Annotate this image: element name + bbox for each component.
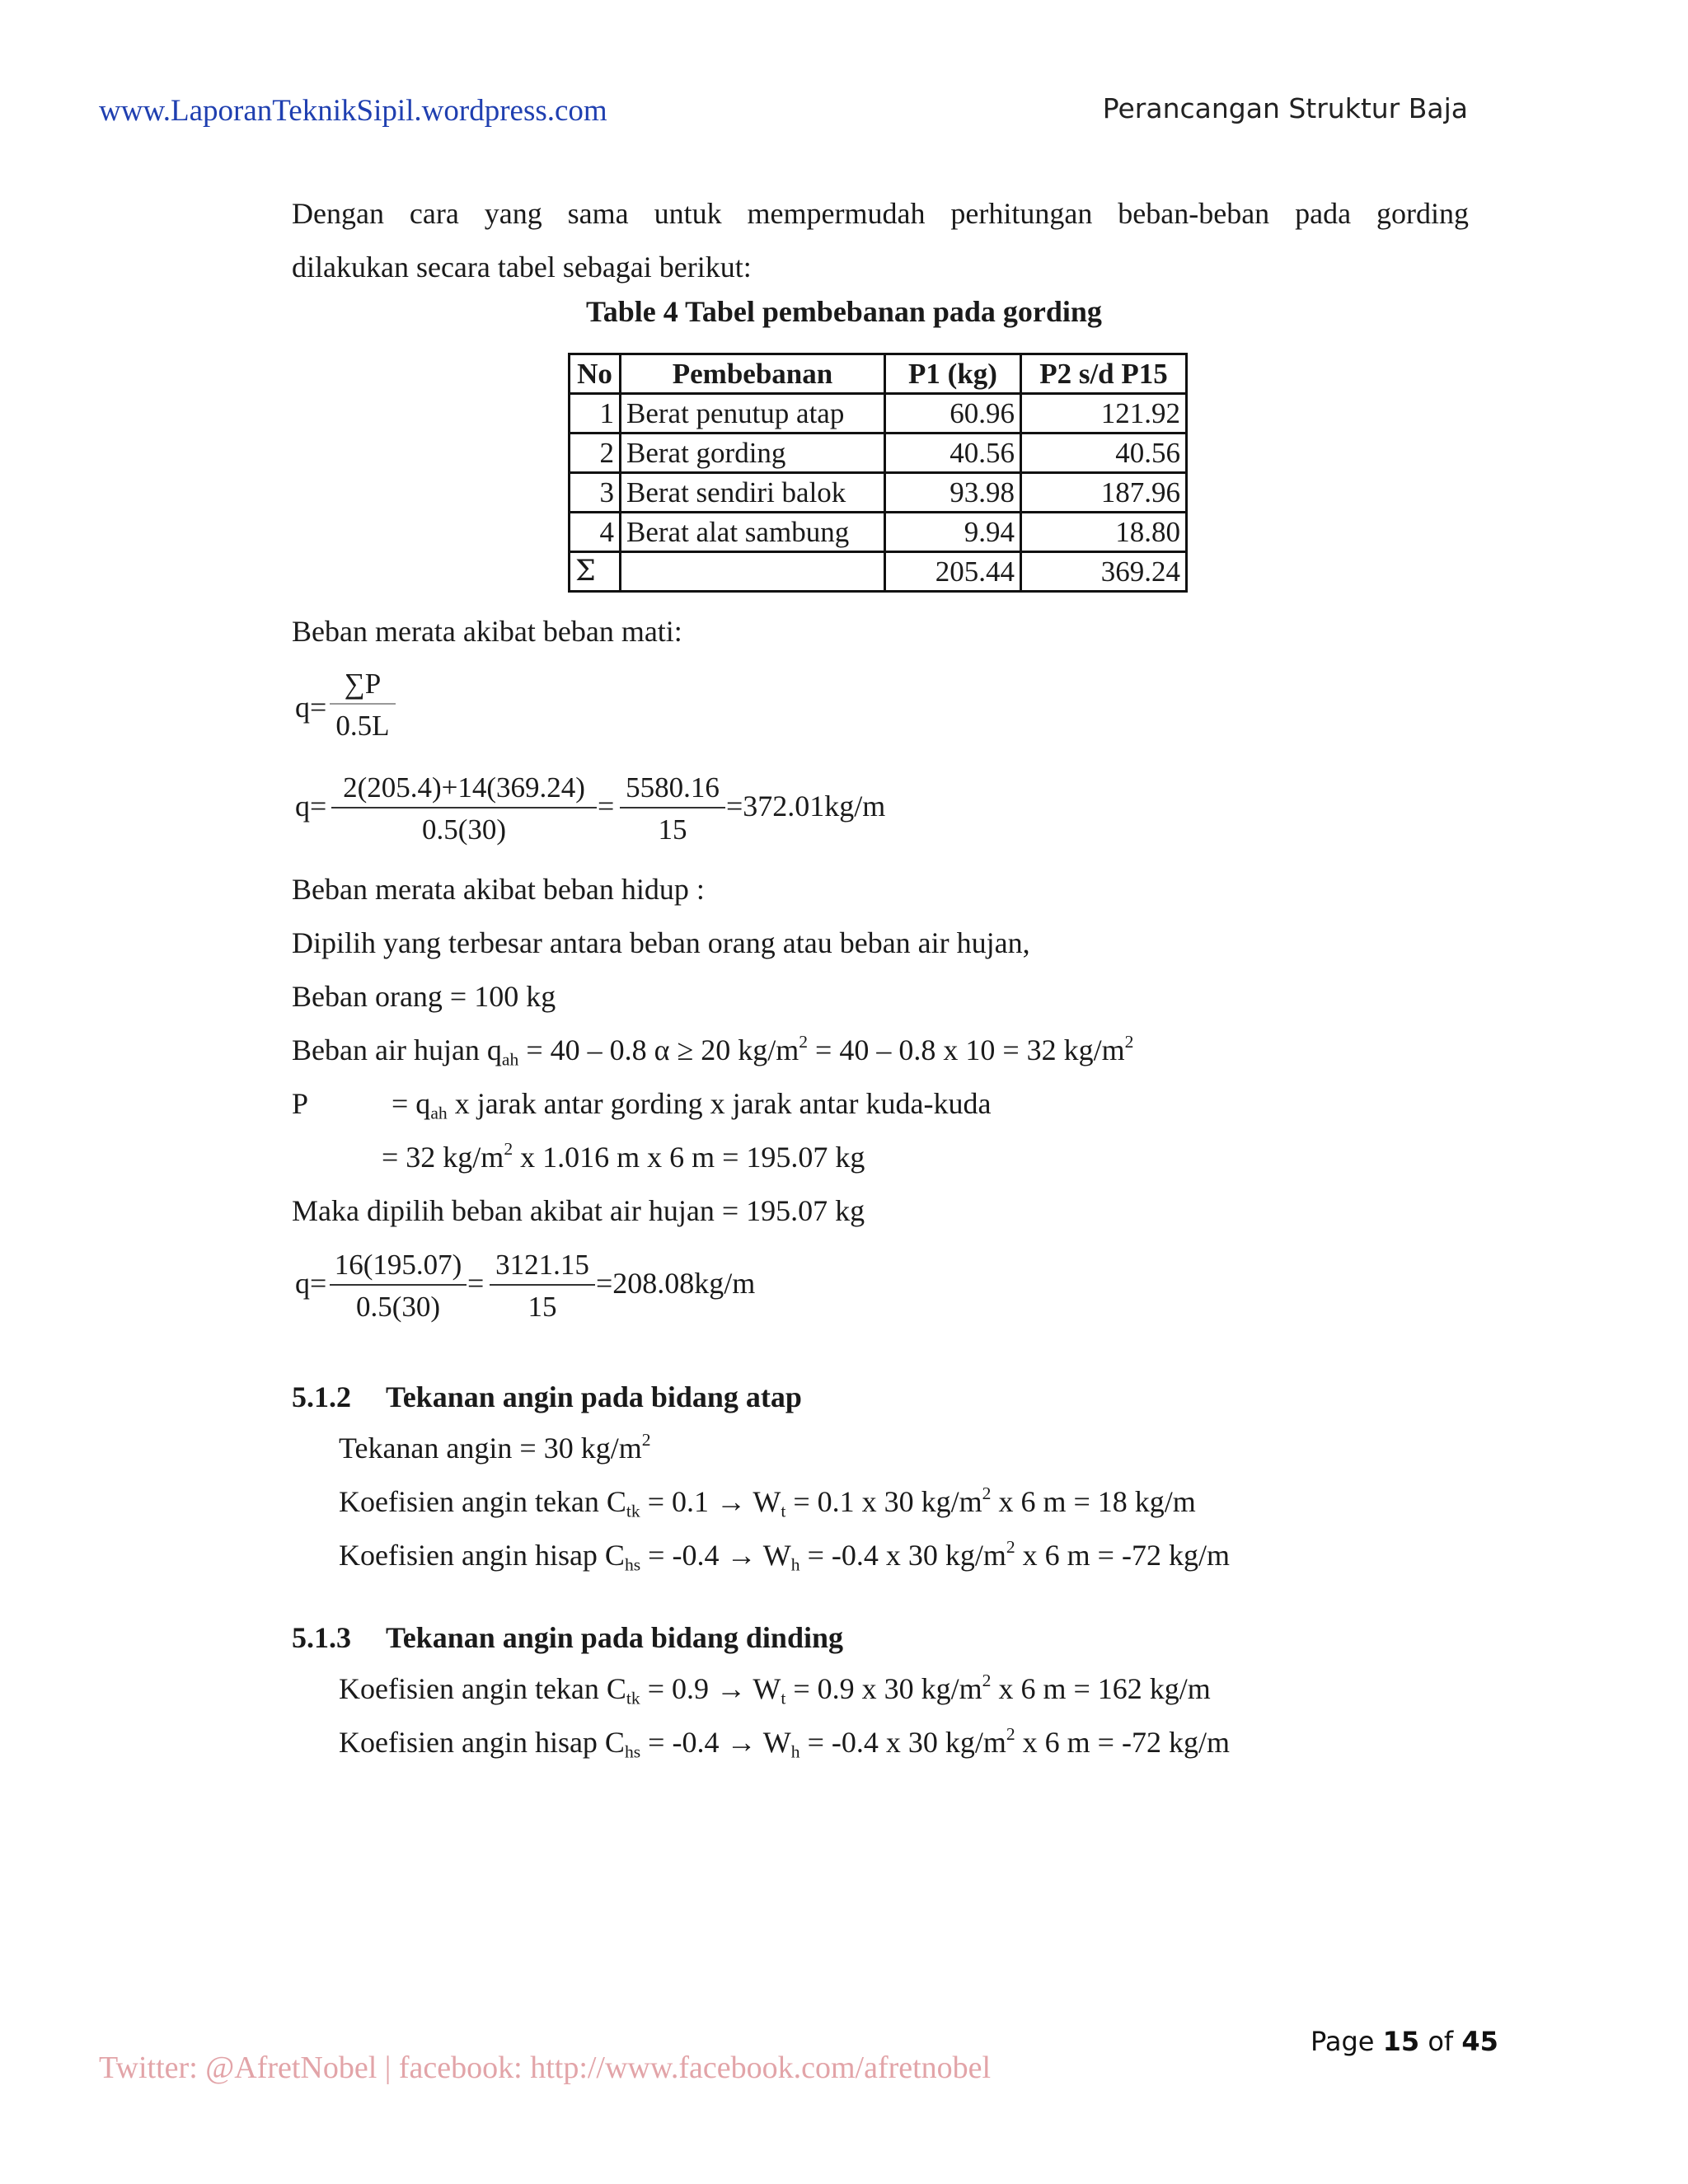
eq2-equals: =	[598, 790, 615, 823]
eq2-fraction-1	[331, 769, 597, 851]
cell-p1: 40.56	[885, 434, 1021, 473]
eq1-fraction	[330, 665, 396, 748]
live-load-line-1: Dipilih yang terbesar antara beban orang atau beban air hujan,	[292, 926, 1030, 959]
wall-hisap-sup: 2	[1006, 1723, 1015, 1744]
eq2-numerator-2: 5580.16	[620, 769, 725, 808]
roof-tekan-a: Koefisien angin tekan C	[339, 1485, 626, 1518]
p-line-1	[392, 1089, 991, 1122]
cell-no: 1	[570, 394, 621, 434]
eq3-numerator-2: 3121.15	[490, 1246, 595, 1286]
total-label: Σ	[570, 552, 621, 592]
cell-p1: 60.96	[885, 394, 1021, 434]
eq3-fraction-1	[330, 1246, 467, 1329]
dead-load-title: Beban merata akibat beban mati:	[292, 615, 682, 648]
p-line-2-b: x 1.016 m x 6 m = 195.07 kg	[513, 1141, 865, 1174]
wall-hisap-b: = -0.4 → W	[640, 1726, 791, 1759]
total-p2: 369.24	[1021, 552, 1187, 592]
intro-line-1: Dengan cara yang sama untuk mempermudah perhitungan beban-beban pada gording	[292, 197, 1469, 230]
page-current: 15	[1382, 2026, 1420, 2057]
wall-hisap-sub: hs	[624, 1741, 641, 1762]
roof-hisap-line	[339, 1536, 1230, 1575]
cell-name: Berat alat sambung	[621, 513, 885, 552]
intro-paragraph	[292, 187, 1469, 294]
cell-p2: 40.56	[1021, 434, 1187, 473]
table-row	[570, 434, 1187, 473]
roof-hisap-sub: hs	[624, 1554, 641, 1575]
total-empty	[621, 552, 885, 592]
header-pembebanan: Pembebanan	[621, 354, 885, 394]
table-row	[570, 513, 1187, 552]
website-link[interactable]: www.LaporanTeknikSipil.wordpress.com	[99, 94, 607, 128]
page-total: 45	[1461, 2026, 1498, 2057]
roof-tekan-line	[339, 1483, 1196, 1521]
roof-tekan-c: = 0.1 x 30 kg/m	[785, 1485, 982, 1518]
eq3-denominator-1: 0.5(30)	[355, 1291, 441, 1323]
total-p1: 205.44	[885, 552, 1021, 592]
cell-p1: 93.98	[885, 473, 1021, 513]
eq3-numerator-1: 16(195.07)	[330, 1246, 467, 1286]
p-line-1-b: x jarak antar gording x jarak antar kuda-kuda	[447, 1087, 992, 1120]
page-of: of	[1419, 2026, 1462, 2057]
eq1-denominator: 0.5L	[335, 710, 390, 742]
rain-text-c: = 40 – 0.8 x 10 = 32 kg/m	[808, 1033, 1125, 1066]
eq2-result: =372.01kg/m	[726, 790, 886, 823]
rain-sup-1: 2	[799, 1031, 809, 1052]
wall-hisap-sub2: h	[790, 1741, 800, 1762]
roof-hisap-a: Koefisien angin hisap C	[339, 1539, 625, 1572]
roof-hisap-sup: 2	[1006, 1536, 1015, 1557]
wall-tekan-sub: tk	[626, 1688, 640, 1708]
wall-tekan-b: = 0.9 → W	[640, 1672, 781, 1705]
cell-name: Berat sendiri balok	[621, 473, 885, 513]
page-prefix: Page	[1311, 2026, 1383, 2057]
load-table	[568, 353, 1188, 593]
p-line-2	[382, 1138, 865, 1174]
eq3-result: =208.08kg/m	[596, 1267, 756, 1300]
eq3-denominator-2: 15	[528, 1291, 557, 1323]
rain-text-a: Beban air hujan q	[292, 1033, 502, 1066]
wall-hisap-c: = -0.4 x 30 kg/m	[799, 1726, 1006, 1759]
page-number	[1311, 2026, 1498, 2057]
wind-pressure	[339, 1429, 651, 1465]
header-no: No	[570, 354, 621, 394]
wall-hisap-a: Koefisien angin hisap C	[339, 1726, 625, 1759]
cell-p2: 121.92	[1021, 394, 1187, 434]
section-512-number: 5.1.2	[292, 1380, 351, 1413]
p-label: P	[292, 1087, 309, 1120]
table-caption: Table 4 Tabel pembebanan pada gording	[586, 295, 1102, 328]
roof-tekan-d: x 6 m = 18 kg/m	[991, 1485, 1196, 1518]
p-line-1-sub: ah	[430, 1103, 448, 1123]
eq2-denominator-1: 0.5(30)	[421, 813, 507, 846]
roof-tekan-sub2: t	[781, 1501, 786, 1521]
roof-tekan-sub: tk	[626, 1501, 640, 1521]
roof-hisap-b: = -0.4 → W	[640, 1539, 791, 1572]
section-513-number: 5.1.3	[292, 1621, 351, 1654]
social-links[interactable]: Twitter: @AfretNobel | facebook: http://www.facebook.com/afretnobel	[99, 2050, 992, 2085]
eq3-lhs: q=	[295, 1267, 327, 1300]
table-total-row	[570, 552, 1187, 592]
cell-no: 2	[570, 434, 621, 473]
cell-name: Berat penutup atap	[621, 394, 885, 434]
wind-pressure-sup: 2	[641, 1429, 651, 1450]
header-p1: P1 (kg)	[885, 354, 1021, 394]
p-line-2-sup: 2	[504, 1138, 513, 1159]
rain-sup-2: 2	[1124, 1031, 1134, 1052]
table-row	[570, 473, 1187, 513]
rain-load-line	[292, 1031, 1134, 1070]
eq2-fraction-2	[620, 769, 725, 851]
cell-p1: 9.94	[885, 513, 1021, 552]
wall-tekan-line	[339, 1670, 1211, 1708]
live-load-line-2: Beban orang = 100 kg	[292, 980, 556, 1013]
wall-tekan-a: Koefisien angin tekan C	[339, 1672, 626, 1705]
roof-tekan-b: = 0.1 → W	[640, 1485, 781, 1518]
cell-no: 3	[570, 473, 621, 513]
eq1-lhs: q=	[295, 691, 327, 724]
wall-hisap-d: x 6 m = -72 kg/m	[1015, 1726, 1230, 1759]
cell-name: Berat gording	[621, 434, 885, 473]
wind-pressure-text: Tekanan angin = 30 kg/m	[339, 1432, 642, 1465]
roof-hisap-sub2: h	[790, 1554, 800, 1575]
eq2-numerator-1: 2(205.4)+14(369.24)	[331, 769, 597, 808]
rain-sub: ah	[501, 1049, 519, 1070]
table-row	[570, 394, 1187, 434]
cell-p2: 187.96	[1021, 473, 1187, 513]
header-p2: P2 s/d P15	[1021, 354, 1187, 394]
p-line-1-a: = q	[392, 1087, 431, 1120]
roof-hisap-d: x 6 m = -72 kg/m	[1015, 1539, 1230, 1572]
wall-tekan-sub2: t	[781, 1688, 786, 1708]
section-513-title: Tekanan angin pada bidang dinding	[386, 1621, 843, 1654]
intro-line-2: dilakukan secara tabel sebagai berikut:	[292, 251, 752, 284]
wall-hisap-line	[339, 1723, 1230, 1762]
section-512-title: Tekanan angin pada bidang atap	[386, 1380, 802, 1413]
wall-tekan-c: = 0.9 x 30 kg/m	[785, 1672, 982, 1705]
eq2-denominator-2: 15	[658, 813, 687, 846]
wall-tekan-sup: 2	[982, 1670, 992, 1690]
table-header-row	[570, 354, 1187, 394]
wall-tekan-d: x 6 m = 162 kg/m	[991, 1672, 1211, 1705]
cell-p2: 18.80	[1021, 513, 1187, 552]
eq3-fraction-2	[490, 1246, 595, 1329]
eq2-lhs: q=	[295, 790, 327, 823]
rain-text-b: = 40 – 0.8 α ≥ 20 kg/m	[518, 1033, 799, 1066]
p-line-2-a: = 32 kg/m	[382, 1141, 504, 1174]
cell-no: 4	[570, 513, 621, 552]
chosen-load: Maka dipilih beban akibat air hujan = 195.07 kg	[292, 1194, 865, 1227]
roof-tekan-sup: 2	[982, 1483, 992, 1503]
eq1-numerator: ∑P	[330, 665, 396, 705]
document-title: Perancangan Struktur Baja	[1102, 92, 1468, 124]
live-load-title: Beban merata akibat beban hidup :	[292, 873, 705, 906]
roof-hisap-c: = -0.4 x 30 kg/m	[799, 1539, 1006, 1572]
eq3-equals: =	[467, 1267, 485, 1300]
